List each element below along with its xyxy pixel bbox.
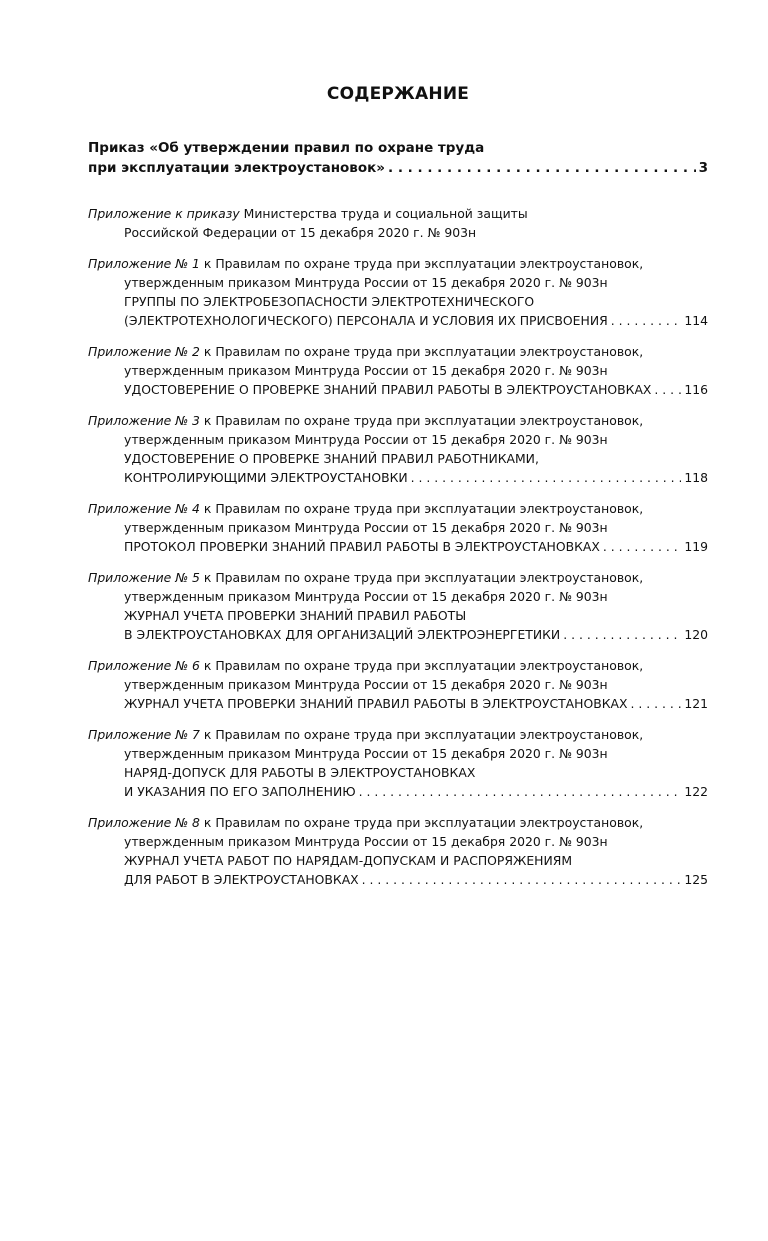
appendix-title-last-line <box>88 311 708 330</box>
toc-entry-appendix-3[interactable] <box>88 411 708 487</box>
appendix-approved-line: утвержденным приказом Минтруда России от 15 декабря 2020 г. № 903н <box>124 520 608 535</box>
appendix-title: В ЭЛЕКТРОУСТАНОВКАХ ДЛЯ ОРГАНИЗАЦИЙ ЭЛЕКТРОЭНЕРГЕТИКИ <box>124 627 561 642</box>
dot-leader <box>611 311 682 330</box>
appendix-label: Приложение № 7 <box>88 727 200 742</box>
appendix-title: ЖУРНАЛ УЧЕТА ПРОВЕРКИ ЗНАНИЙ ПРАВИЛ РАБОТЫ В ЭЛЕКТРОУСТАНОВКАХ <box>124 696 628 711</box>
dot-leader <box>654 380 681 399</box>
appendix-title: КОНТРОЛИРУЮЩИМИ ЭЛЕКТРОУСТАНОВКИ <box>124 470 408 485</box>
dot-leader <box>359 782 682 801</box>
appendix-title: И УКАЗАНИЯ ПО ЕГО ЗАПОЛНЕНИЮ <box>124 784 356 799</box>
appendix-label: Приложение № 6 <box>88 658 200 673</box>
appendix-approved-line: утвержденным приказом Минтруда России от 15 декабря 2020 г. № 903н <box>124 363 608 378</box>
page-number: 121 <box>684 696 708 711</box>
appendix-approved-line: утвержденным приказом Минтруда России от 15 декабря 2020 г. № 903н <box>124 746 608 761</box>
toc-entry-appendix-5[interactable] <box>88 568 708 644</box>
appendix-title: УДОСТОВЕРЕНИЕ О ПРОВЕРКЕ ЗНАНИЙ ПРАВИЛ РАБОТЫ В ЭЛЕКТРОУСТАНОВКАХ <box>124 382 652 397</box>
appendix-title-last-line <box>88 870 708 889</box>
appendix-label: Приложение № 8 <box>88 815 200 830</box>
appendix-header-line <box>88 411 708 430</box>
appendix-approved-line: утвержденным приказом Минтруда России от 15 декабря 2020 г. № 903н <box>124 834 608 849</box>
appendix-label: Приложение № 1 <box>88 256 200 271</box>
appendix-title-last-line <box>88 380 708 399</box>
appendix-rules-ref: к Правилам по охране труда при эксплуатации электроустановок, <box>199 501 644 516</box>
appendix-title: ПРОТОКОЛ ПРОВЕРКИ ЗНАНИЙ ПРАВИЛ РАБОТЫ В ЭЛЕКТРОУСТАНОВКАХ <box>124 539 600 554</box>
dot-leader <box>388 158 696 178</box>
toc-entry-appendix-intro[interactable] <box>88 204 708 242</box>
page-number: 118 <box>684 470 708 485</box>
appendix-title-line: ЖУРНАЛ УЧЕТА РАБОТ ПО НАРЯДАМ-ДОПУСКАМ И РАСПОРЯЖЕНИЯМ <box>124 853 573 868</box>
toc-entry-appendix-8[interactable] <box>88 813 708 889</box>
appendix-intro-line1 <box>88 204 708 223</box>
appendix-approved-line: утвержденным приказом Минтруда России от 15 декабря 2020 г. № 903н <box>124 677 608 692</box>
appendix-header-line <box>88 342 708 361</box>
appendix-title-line: УДОСТОВЕРЕНИЕ О ПРОВЕРКЕ ЗНАНИЙ ПРАВИЛ РАБОТНИКАМИ, <box>124 451 539 466</box>
main-entry-line2 <box>88 158 708 178</box>
toc-entry-appendix-7[interactable] <box>88 725 708 801</box>
toc-page <box>88 84 708 901</box>
toc-entry-appendix-6[interactable] <box>88 656 708 713</box>
appendix-approved-line: утвержденным приказом Минтруда России от 15 декабря 2020 г. № 903н <box>124 589 608 604</box>
appendix-header-line <box>88 813 708 832</box>
page-number: 116 <box>684 382 708 397</box>
page-number: 3 <box>698 160 708 176</box>
toc-entry-appendix-4[interactable] <box>88 499 708 556</box>
appendix-header-line <box>88 568 708 587</box>
appendix-title-last-line <box>88 694 708 713</box>
main-entry-line1: Приказ «Об утверждении правил по охране труда <box>88 140 485 156</box>
appendix-header-line <box>88 725 708 744</box>
appendix-intro-label: Приложение к приказу <box>88 206 240 221</box>
toc-main-entry[interactable] <box>88 138 708 178</box>
appendix-rules-ref: к Правилам по охране труда при эксплуатации электроустановок, <box>199 815 644 830</box>
appendix-rules-ref: к Правилам по охране труда при эксплуатации электроустановок, <box>199 413 644 428</box>
appendix-label: Приложение № 3 <box>88 413 200 428</box>
appendix-title-last-line <box>88 625 708 644</box>
page-number: 120 <box>684 627 708 642</box>
page-number: 114 <box>684 313 708 328</box>
appendix-title-line: ГРУППЫ ПО ЭЛЕКТРОБЕЗОПАСНОСТИ ЭЛЕКТРОТЕХНИЧЕСКОГО <box>124 294 535 309</box>
dot-leader <box>411 468 682 487</box>
appendix-title-line: ЖУРНАЛ УЧЕТА ПРОВЕРКИ ЗНАНИЙ ПРАВИЛ РАБОТЫ <box>124 608 467 623</box>
appendix-rules-ref: к Правилам по охране труда при эксплуатации электроустановок, <box>199 570 644 585</box>
page-number: 122 <box>684 784 708 799</box>
appendix-rules-ref: к Правилам по охране труда при эксплуатации электроустановок, <box>199 658 644 673</box>
appendix-approved-line: утвержденным приказом Минтруда России от 15 декабря 2020 г. № 903н <box>124 432 608 447</box>
appendix-header-line <box>88 656 708 675</box>
main-entry-title: при эксплуатации электроустановок» <box>88 160 386 176</box>
dot-leader <box>563 625 681 644</box>
appendix-title: (ЭЛЕКТРОТЕХНОЛОГИЧЕСКОГО) ПЕРСОНАЛА И УСЛОВИЯ ИХ ПРИСВОЕНИЯ <box>124 313 608 328</box>
appendix-rules-ref: к Правилам по охране труда при эксплуатации электроустановок, <box>199 727 644 742</box>
appendix-header-line <box>88 499 708 518</box>
appendix-approved-line: утвержденным приказом Минтруда России от 15 декабря 2020 г. № 903н <box>124 275 608 290</box>
dot-leader <box>362 870 682 889</box>
dot-leader <box>631 694 682 713</box>
appendix-label: Приложение № 2 <box>88 344 200 359</box>
appendix-header-line <box>88 254 708 273</box>
toc-entry-appendix-2[interactable] <box>88 342 708 399</box>
appendix-list <box>88 254 708 889</box>
appendix-label: Приложение № 4 <box>88 501 200 516</box>
page-title: СОДЕРЖАНИЕ <box>326 84 470 104</box>
appendix-title-line: НАРЯД-ДОПУСК ДЛЯ РАБОТЫ В ЭЛЕКТРОУСТАНОВКАХ <box>124 765 476 780</box>
appendix-rules-ref: к Правилам по охране труда при эксплуатации электроустановок, <box>199 256 644 271</box>
appendix-rules-ref: к Правилам по охране труда при эксплуатации электроустановок, <box>199 344 644 359</box>
appendix-title-last-line <box>88 468 708 487</box>
page-number: 125 <box>684 872 708 887</box>
appendix-intro-line2: Российской Федерации от 15 декабря 2020 г. № 903н <box>124 225 477 240</box>
dot-leader <box>603 537 681 556</box>
appendix-title-last-line <box>88 537 708 556</box>
page-number: 119 <box>684 539 708 554</box>
appendix-title: ДЛЯ РАБОТ В ЭЛЕКТРОУСТАНОВКАХ <box>124 872 359 887</box>
appendix-intro-text: Министерства труда и социальной защиты <box>239 206 528 221</box>
toc-entry-appendix-1[interactable] <box>88 254 708 330</box>
appendix-title-last-line <box>88 782 708 801</box>
appendix-label: Приложение № 5 <box>88 570 200 585</box>
